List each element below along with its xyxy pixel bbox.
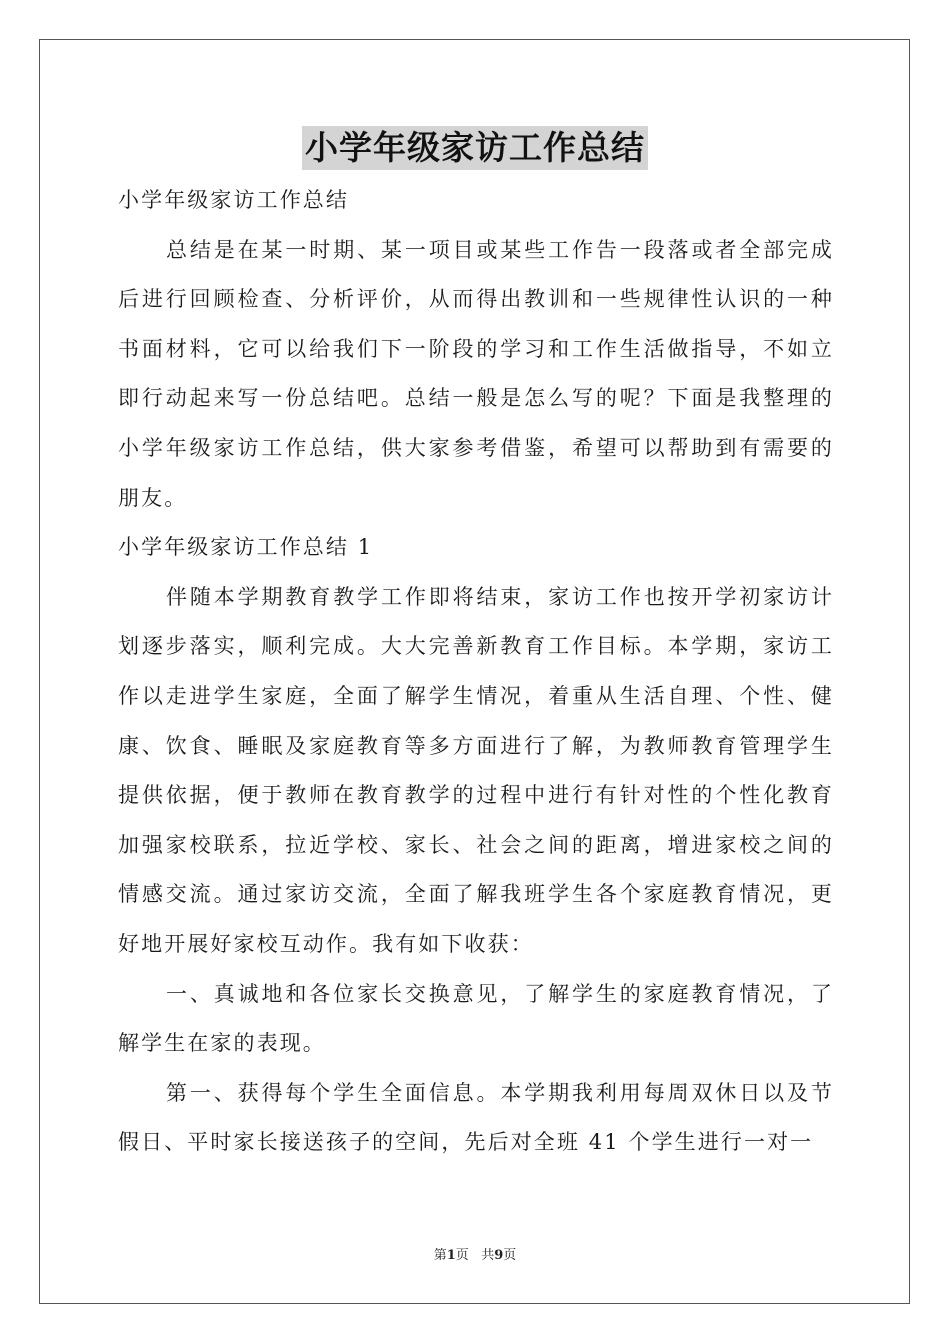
body-paragraph: 一、真诚地和各位家长交换意见，了解学生的家庭教育情况，了解学生在家的表现。 bbox=[118, 981, 834, 1056]
document-body bbox=[118, 176, 834, 1168]
total-pages-number: 9 bbox=[494, 1248, 504, 1263]
body-paragraph: 伴随本学期教育教学工作即将结束，家访工作也按开学初家访计划逐步落实，顺利完成。大大完善新教育工作目标。本学期，家访工作以走进学生家庭，全面了解学生情况，着重从生活自理、个性、健康、饮食、睡眠及家庭教育等多方面进行了解，为教师教育管理学生提供依据，便于教师在教育教学的过程中进行有针对性的个性化教育加强家校联系，拉近学校、家长、社会之间的距离，增进家校之间的情感交流。通过家访交流，全面了解我班学生各个家庭教育情况，更好地开展好家校互动作。我有如下收获： bbox=[118, 584, 834, 956]
footer-prefix: 第 bbox=[433, 1248, 447, 1263]
title-container bbox=[0, 126, 950, 170]
subtitle-paragraph: 小学年级家访工作总结 bbox=[118, 188, 349, 212]
current-page-number: 1 bbox=[446, 1248, 456, 1263]
footer-total-suffix: 页 bbox=[503, 1248, 517, 1263]
footer-page-suffix: 页 bbox=[455, 1248, 469, 1263]
page-footer bbox=[0, 1247, 950, 1265]
footer-total-prefix: 共 bbox=[481, 1248, 495, 1263]
document-title: 小学年级家访工作总结 bbox=[302, 126, 648, 170]
body-paragraph: 第一、获得每个学生全面信息。本学期我利用每周双休日以及节假日、平时家长接送孩子的空间，先后对全班 41 个学生进行一对一 bbox=[118, 1080, 834, 1155]
section-heading: 小学年级家访工作总结 1 bbox=[118, 535, 374, 560]
intro-paragraph: 总结是在某一时期、某一项目或某些工作告一段落或者全部完成后进行回顾检查、分析评价，从而得出教训和一些规律性认识的一种书面材料，它可以给我们下一阶段的学习和工作生活做指导，不如立即行动起来写一份总结吧。总结一般是怎么写的呢？下面是我整理的小学年级家访工作总结，供大家参考借鉴，希望可以帮助到有需要的朋友。 bbox=[118, 237, 834, 510]
